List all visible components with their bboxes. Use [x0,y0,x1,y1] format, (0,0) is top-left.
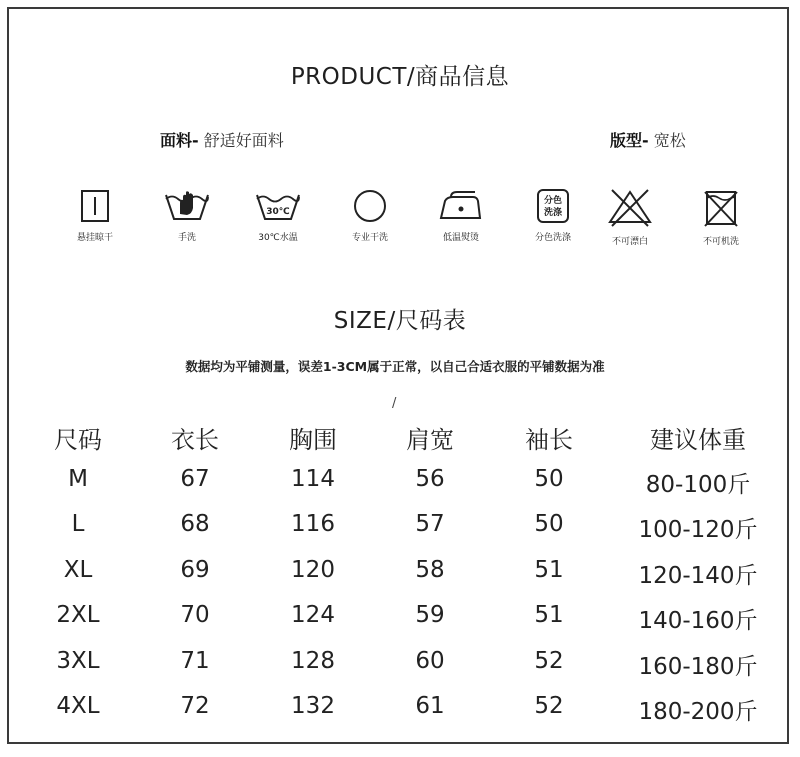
fit-value: 宽松 [653,131,686,150]
table-cell: 128 [291,647,335,674]
separate-wash-icon [533,188,573,224]
care-item-hang-dry [50,188,140,243]
table-cell: 69 [180,556,210,583]
table-cell: 60 [415,647,445,674]
table-cell: XL [63,556,93,583]
table-cell: 67 [180,465,210,492]
size-table-header [0,420,800,466]
care-label: 低温熨烫 [442,233,479,243]
fabric-value: 舒适好面料 [203,131,284,150]
fabric-label: 面料- [160,131,199,150]
care-label: 不可漂白 [611,237,648,247]
table-cell: 57 [415,511,445,537]
table-cell: 72 [180,693,210,719]
size-table [0,420,800,739]
care-label: 悬挂晾干 [76,233,113,243]
care-item-no-machine-wash [676,188,766,247]
table-cell: 70 [180,602,210,628]
stray-mark: / [392,396,397,411]
care-label: 分色洗涤 [534,233,571,243]
care-label: 专业干洗 [351,233,388,243]
header-cell: 衣长 [171,426,219,454]
size-title: SIZE/尺码表 [333,308,467,334]
table-cell: 50 [534,511,564,537]
fit-info [610,128,686,151]
care-label: 手洗 [177,233,196,243]
hand-wash-icon [163,188,211,224]
table-cell: 160-180斤 [638,653,758,680]
table-cell: 50 [534,465,564,492]
separate-wash-text-2: 洗涤 [543,208,563,218]
table-cell: 51 [534,602,564,628]
table-cell: 3XL [56,647,100,674]
table-cell: 4XL [56,693,100,719]
care-item-wash-30 [233,188,323,243]
table-cell: 116 [291,511,335,537]
table-cell: 140-160斤 [638,608,758,634]
table-cell: 58 [415,556,445,583]
table-row [0,557,800,603]
care-item-dry-clean [325,188,415,243]
no-machine-wash-icon [699,188,743,228]
table-cell: 114 [291,465,335,492]
table-cell: 52 [534,693,564,719]
header-cell: 肩宽 [406,426,454,454]
table-cell: 51 [534,556,564,583]
table-row [0,466,800,512]
care-item-no-bleach [585,188,675,247]
hang-dry-icon [75,188,115,224]
separate-wash-text-1: 分色 [543,196,563,206]
low-iron-icon [437,188,485,224]
care-item-low-iron [416,188,506,243]
table-cell: 180-200斤 [638,699,758,725]
table-cell: 2XL [56,602,100,628]
fit-label: 版型- [610,131,649,150]
care-item-hand-wash [142,188,232,243]
table-cell: 100-120斤 [638,517,758,543]
no-bleach-icon [606,188,654,228]
table-cell: 61 [415,693,445,719]
product-title: PRODUCT/商品信息 [290,64,510,90]
table-cell: 120-140斤 [638,562,758,589]
table-row [0,511,800,557]
wash-temp-text: 30℃ [266,207,290,217]
header-cell: 袖长 [525,426,573,454]
table-row [0,648,800,694]
table-cell: 132 [291,693,335,719]
table-row [0,602,800,648]
table-cell: 80-100斤 [645,471,751,498]
table-cell: 120 [291,556,335,583]
measurement-note: 数据均为平铺测量，误差1-3CM属于正常，以自己合适衣服的平铺数据为准 [185,359,605,374]
table-cell: 56 [415,465,445,492]
table-cell: M [68,465,88,492]
table-row [0,693,800,739]
table-cell: 68 [180,511,210,537]
table-cell: L [71,511,85,537]
header-cell: 尺码 [54,426,102,454]
dry-clean-icon [350,188,390,224]
fabric-info [160,128,284,151]
table-cell: 59 [415,602,445,628]
care-label: 30℃水温 [258,233,298,243]
header-cell: 胸围 [289,426,337,454]
care-instructions [50,188,790,248]
wash-30c-icon [254,188,302,224]
table-cell: 52 [534,647,564,674]
care-label: 不可机洗 [702,237,739,247]
table-cell: 71 [180,647,210,674]
table-cell: 124 [291,602,335,628]
header-cell: 建议体重 [650,426,746,454]
